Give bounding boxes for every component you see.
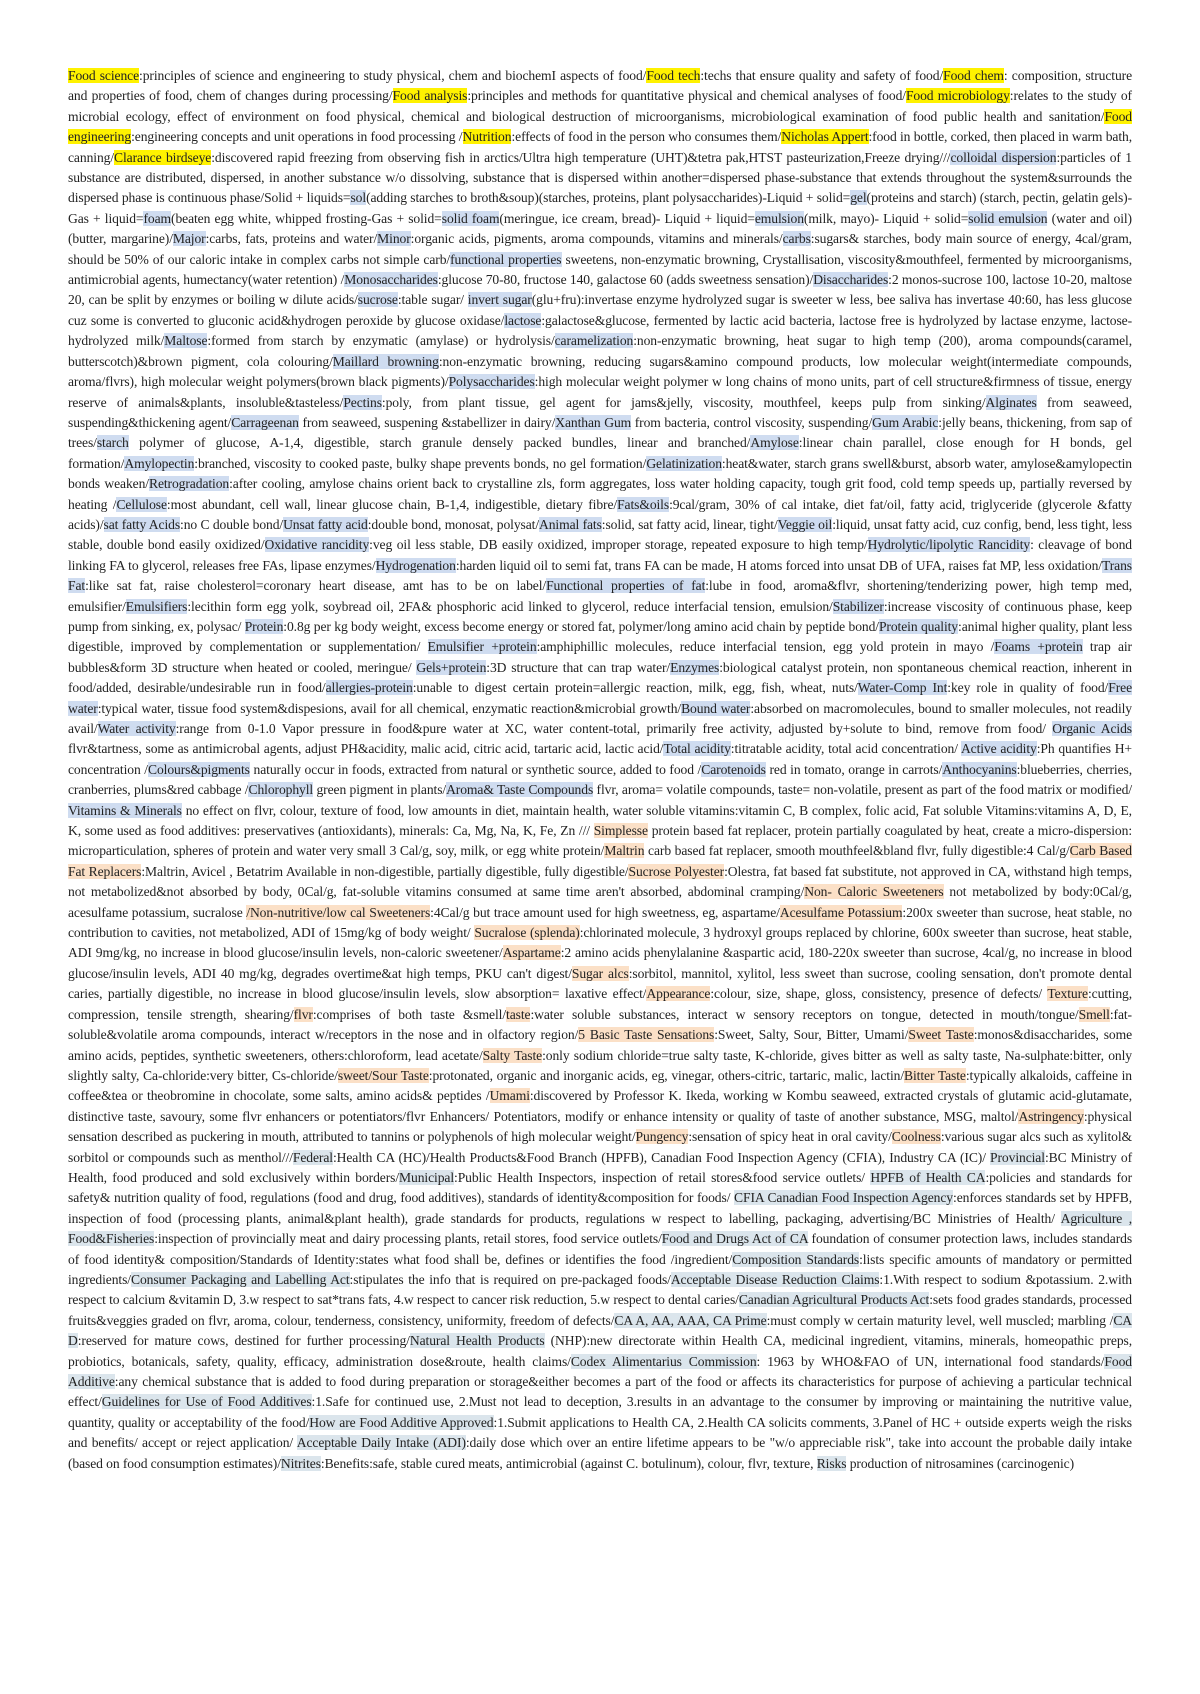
note-text: :200x sweeter than sucrose, heat stable, no contribution to cavities, not metabolized, ADI of 15mg/kg of body weight/ <box>68 904 1132 941</box>
highlighted-term: Chlorophyll <box>248 782 314 798</box>
highlighted-term: Amylopectin <box>124 455 195 471</box>
note-text: :only sodium chloride=true salty taste, K-chloride, gives bitter as well as salty taste, Na-sulphate:bitter, only slightly salty, Ca-chloride:very bitter, Cs-chloride/ <box>68 1047 1132 1083</box>
highlighted-term: lactose <box>504 312 542 328</box>
note-text: (meringue, ice cream, bread)- Liquid + liquid= <box>499 210 755 226</box>
note-text: :lists specific amounts of mandatory or permitted ingredients/ <box>68 1251 1133 1287</box>
note-text: :titratable acidity, total acid concentration/ <box>730 741 961 757</box>
highlighted-term: Emulsifiers <box>125 598 188 614</box>
note-text: :0.8g per kg body weight, excess become energy or stored fat, polymer/long amino acid chain by peptide bond/ <box>283 618 879 634</box>
note-text: :principles and methods for quantitative physical and chemical analyses of food/ <box>467 88 906 104</box>
note-text: :BC Ministry of Health, food produced and sold exclusively within borders/ <box>68 1149 1132 1185</box>
highlighted-term: Consumer Packaging and Labelling Act <box>130 1271 350 1287</box>
highlighted-term: CFIA Canadian Food Inspection Agency <box>734 1190 954 1206</box>
highlighted-term: Carrageenan <box>231 414 299 430</box>
note-text: (glu+fru):invertase enzyme hydrolyzed sugar is sweeter w less, bee saliva has invertase 40:60, has less glucose cuz some is converted to gluconic acid&hydrogen peroxide by glucose oxidase/ <box>68 292 1132 328</box>
note-text: :particles of 1 substance are distributed, dispersed, in another substance w/o dissolving, substance that is dispersed within another=dispersed phase-substance that extends throughout the system&surrounds the dispersed phase is continuous phase/Solid + liquids= <box>68 149 1132 206</box>
note-text: :any chemical substance that is added to food during preparation or storage&either becomes a part of the food or affects its characteristics for purpose of achieving a particular technical effect/ <box>68 1374 1132 1410</box>
note-text: :cutting, compression, tensile strength, shearing/ <box>68 986 1133 1022</box>
highlighted-term: Disaccharides <box>813 272 889 288</box>
note-text: :after cooling, amylose chains orient back to crystalline zls, form aggregates, loss water holding capacity, tough grit food, cold temp speeds up, partially reversed by heating / <box>68 476 1132 512</box>
note-text: :sorbitol, mannitol, xylitol, less sweet than sucrose, cooling sensation, don't promote dental caries, partially digestible, no increase in blood glucose/insulin levels, slow absorption= laxative effect/ <box>68 965 1132 1002</box>
note-text: :various sugar alcs such as xylitol& sorbitol or compounds such as menthol/// <box>68 1129 1133 1165</box>
highlighted-term: Agriculture , Food&Fisheries <box>68 1210 1132 1247</box>
highlighted-term: Food Additive <box>68 1353 1132 1389</box>
highlighted-term: sucrose <box>357 292 398 308</box>
highlighted-term: Natural Health Products <box>409 1333 545 1349</box>
highlighted-term: Food chem <box>943 68 1004 83</box>
highlighted-term: Texture <box>1047 986 1088 1002</box>
note-text: polymer of glucose, A-1,4, digestible, starch granule densely packed bundles, linear and branched/ <box>128 435 751 451</box>
note-text: :discovered by Professor K. Ikeda, working w Kombu seaweed, extracted crystals of glutamic acid-glutamate, distinctive taste, savoury, some flvr enhancers or potentiators/flvr Enhancers/ Potentiators, modify or enhance intensity or quality of taste of another substance, MSG, maltol/ <box>68 1088 1132 1124</box>
note-text: :principles of science and engineering to study physical, chem and biochemI aspects of food/ <box>139 68 647 83</box>
highlighted-term: Canadian Agricultural Products Act <box>738 1292 930 1308</box>
highlighted-term: caramelization <box>554 333 634 349</box>
study-notes-text <box>68 66 1132 1474</box>
highlighted-term: Hydrolytic/lipolytic Rancidity <box>867 537 1031 553</box>
highlighted-term: carbs <box>782 231 811 247</box>
highlighted-term: Municipal <box>399 1169 455 1185</box>
note-text: : composition, structure and properties of food, chem of changes during processing/ <box>68 68 1133 104</box>
note-text: :organic acids, pigments, aroma compounds, vitamins and minerals/ <box>410 231 783 247</box>
note-text: :no C double bond/ <box>180 516 284 532</box>
highlighted-term: /Non-nutritive/low cal Sweeteners <box>246 904 431 920</box>
note-text: :liquid, unsat fatty acid, cuz config, bend, less tight, less stable, double bond easily oxidized/ <box>68 516 1133 553</box>
highlighted-term: Xanthan Gum <box>555 414 632 430</box>
highlighted-term: Guidelines for Use of Food Additives <box>101 1394 312 1410</box>
highlighted-term: Active acidity <box>960 741 1037 757</box>
note-text: :most abundant, cell wall, linear glucose chain, B-1,4, indigestible, dietary fibre/ <box>166 496 618 512</box>
highlighted-term: Nitrites <box>280 1455 321 1471</box>
note-text: :stipulates the info that is required on pre-packaged foods/ <box>349 1271 671 1287</box>
note-text: protein based fat replacer, protein partially coagulated by heat, create a micro-dispersion: microparticulation, spheres of protein and water very small 3 Cal/g, soy, milk, or egg white protein/ <box>68 823 1132 859</box>
highlighted-term: foam <box>143 210 172 226</box>
note-text: :harden liquid oil to semi fat, trans FA can be made, H atoms forced into unsat DB of UFA, raises fat MP, less oxidation/ <box>455 557 1103 573</box>
highlighted-term: Water-Comp Int <box>857 680 948 696</box>
note-text: :Public Health Inspectors, inspection of retail stores&food service outlets/ <box>454 1169 871 1185</box>
highlighted-term: Food microbiology <box>905 88 1010 104</box>
note-text: :food in bottle, corked, then placed in warm bath, canning/ <box>68 129 1133 165</box>
highlighted-term: Astringency <box>1018 1108 1084 1124</box>
highlighted-term: Risks <box>816 1455 847 1471</box>
note-text: :veg oil less stable, DB easily oxidized, improper storage, repeated exposure to high temp/ <box>369 537 868 553</box>
highlighted-term: Free water <box>68 680 1133 716</box>
note-text: :Ph quantifies H+ concentration / <box>68 741 1132 777</box>
note-text: from seaweed, suspening &stabellizer in dairy/ <box>298 414 556 430</box>
note-text: :Benefits:safe, stable cured meats, antimicrobial (against C. botulinum), colour, flvr, texture, <box>320 1455 817 1471</box>
highlighted-term: Aspartame <box>502 945 561 961</box>
note-text: carb based fat replacer, smooth mouthfeel&bland flvr, fully digestible:4 Cal/g/ <box>644 843 1070 859</box>
highlighted-term: 5 Basic Taste Sensations <box>578 1027 715 1043</box>
note-text: :1.With respect to sodium &potassium. 2.with respect to calcium &vitamin D, 3.w respect to sat*trans fats, 4.w respect to cancer risk reduction, 5.w respect to dental caries/ <box>68 1271 1132 1308</box>
highlighted-term: taste <box>506 1006 531 1022</box>
note-text: :4Cal/g but trace amount used for high sweetness, eg, aspartame/ <box>430 904 780 920</box>
note-text: (NHP):new directorate within Health CA, medicinal ingredient, vitamins, minerals, homeopathic preps, probiotics, botanicals, safety, quality, efficacy, administration dose&route, health claims/ <box>68 1333 1133 1369</box>
highlighted-term: Appearance <box>646 986 711 1002</box>
highlighted-term: Acceptable Daily Intake (ADI) <box>296 1435 466 1451</box>
highlighted-term: Polysaccharides <box>448 374 535 390</box>
highlighted-term: Monosaccharides <box>344 272 438 288</box>
note-text: :poly, from plant tissue, gel agent for jams&jelly, viscosity, mouthfeel, keeps pulp from sinking/ <box>381 394 986 410</box>
note-text: (water and oil)(butter, margarine)/ <box>68 210 1132 247</box>
highlighted-term: Acceptable Disease Reduction Claims <box>670 1271 880 1287</box>
note-text: :non-enzymatic browning, heat sugar to high temp (200), aroma compounds(caramel, butterscotch)&brown pigment, cola colouring/ <box>68 333 1132 369</box>
note-text: :Olestra, fat based fat substitute, not approved in CA, withstand high temps, not metabolized&not absorbed by body, 0Cal/g, fat-soluble vitamins consumed at same time aren't absorbed, abdominal cramping/ <box>68 863 1132 900</box>
highlighted-term: Vitamins & Minerals <box>68 802 182 818</box>
note-text: :typical water, tissue food system&dispesions, avail for all chemical, enzymatic reaction&microbial growth/ <box>97 700 682 716</box>
note-text: :lecithin form egg yolk, soybread oil, 2FA& phosphoric acid linked to glycerol, reduce interfacial tension, emulsion/ <box>187 598 833 614</box>
highlighted-term: functional properties <box>450 251 562 267</box>
highlighted-term: CA D <box>68 1312 1132 1349</box>
highlighted-term: Maltose <box>164 333 208 349</box>
note-text: flvr, aroma= volatile compounds, taste= non-volatile, present as part of the food matrix or modified/ <box>593 782 1133 798</box>
highlighted-term: allergies-protein <box>325 680 413 696</box>
highlighted-term: Acesulfame Potassium <box>779 904 903 920</box>
highlighted-term: Gels+protein <box>416 659 487 675</box>
highlighted-term: Maltrin <box>604 843 645 859</box>
highlighted-term: Provincial <box>990 1149 1045 1165</box>
highlighted-term: Hydrogenation <box>375 557 456 573</box>
highlighted-term: Pectins <box>343 394 382 410</box>
note-text: :chlorinated molecule, 3 hydroxyl groups replaced by chlorine, 600x sweeter than sucrose, heat stable, ADI 9mg/kg, no increase in blood glucose/insulin levels, non-caloric sweetener/ <box>68 925 1132 961</box>
highlighted-term: invert sugar <box>467 292 532 308</box>
note-text: :colour, size, shape, gloss, consistency, presence of defects/ <box>710 986 1048 1002</box>
note-text: :biological catalyst protein, non spontaneous chemical reaction, inherent in food/added, desirable/undesirable run in food/ <box>68 659 1133 696</box>
note-text: :discovered rapid freezing from observing fish in arctics/Ultra high temperature (UHT)&tetra pak,HTST pasteurization,Freeze drying/// <box>211 149 951 165</box>
highlighted-term: Veggie oil <box>777 516 833 532</box>
note-text: green pigment in plants/ <box>313 782 447 798</box>
highlighted-term: Composition Standards <box>732 1251 860 1267</box>
note-text: :branched, viscosity to cooked paste, bulky shape prevents bonds, no gel formation/ <box>194 455 647 471</box>
highlighted-term: Food and Drugs Act of CA <box>661 1231 808 1247</box>
note-text: :enforces standards set by HPFB, inspection of food (processing plants, animal&plant health), grade standards for products, regulations w respect to labelling, packaging, advertising/BC Ministries of Health/ <box>68 1190 1133 1226</box>
highlighted-term: Stabilizer <box>832 598 884 614</box>
highlighted-term: starch <box>96 435 129 451</box>
note-text: :amphiphillic molecules, reduce interfacial tension, egg yold protein in mayo / <box>536 639 995 655</box>
highlighted-term: Gum Arabic <box>872 414 939 430</box>
highlighted-term: Anthocyanins <box>942 761 1017 777</box>
note-text: :Health CA (HC)/Health Products&Food Branch (HPFB), Canadian Food Inspection Agency (CFIA), Industry CA (IC)/ <box>332 1149 991 1165</box>
highlighted-term: Amylose <box>750 435 799 451</box>
highlighted-term: Trans Fat <box>68 557 1132 594</box>
note-text: no effect on flvr, colour, texture of food, low amounts in diet, maintain health, water soluble vitamins:vitamin C, B complex, folic acid, Fat soluble Vitamins:vitamins A, D, E, K, some used as food additives: preservatives (antioxidants), minerals: Ca, Mg, Na, K, Fe, Zn /// <box>68 802 1132 839</box>
note-text: (milk, mayo)- Liquid + solid= <box>803 210 969 226</box>
highlighted-term: Federal <box>292 1149 333 1165</box>
note-text: naturally occur in foods, extracted from natural or synthetic source, added to food / <box>249 761 702 777</box>
note-text: :unable to digest certain protein=allergic reaction, milk, egg, fish, wheat, nuts/ <box>412 680 858 696</box>
note-text: not metabolized by body:0Cal/g, acesulfame potassium, sucralose <box>68 884 1132 920</box>
highlighted-term: flvr <box>293 1006 313 1022</box>
highlighted-term: sol <box>350 190 367 206</box>
highlighted-term: Aroma& Taste Compounds <box>446 782 594 798</box>
highlighted-term: Retrogradation <box>148 476 230 492</box>
note-text: :Maltrin, Avicel , Betatrim Available in non-digestible, partially digestible, fully digestible/ <box>141 863 629 879</box>
note-text: :range from 0-1.0 Vapor pressure in food&pure water at XC, water content-total, primarily free activity, adjusted by+solute to bind, remove from food/ <box>175 721 1053 736</box>
note-text: :9cal/gram, 30% of cal intake, diet fat/oil, fatty acid, triglyceride (glycerole &fatty acids)/ <box>68 496 1132 532</box>
note-text: from seaweed, suspending&thickening agent/ <box>68 394 1132 430</box>
note-text: :galactose&glucose, fermented by lactic acid bacteria, lactose free is hydrolyzed by lactase enzyme, lactose-hydrolyzed milk/ <box>68 312 1132 349</box>
highlighted-term: Emulsifier +protein <box>427 639 537 655</box>
highlighted-term: How are Food Additive Approved <box>309 1414 494 1430</box>
note-text: :table sugar/ <box>397 292 468 308</box>
note-text: :animal higher quality, plant less digestible, improved by complementation or supplementation/ <box>68 618 1133 655</box>
highlighted-term: Enzymes <box>670 659 720 675</box>
note-text: :techs that ensure quality and safety of food/ <box>700 68 944 83</box>
highlighted-term: sat fatty Acids <box>103 516 181 532</box>
highlighted-term: Food science <box>68 68 140 83</box>
highlighted-term: Minor <box>377 231 411 247</box>
note-text: :2 amino acids phenylalanine &aspartic acid, 180-220x sweeter than sucrose, 4cal/g, no increase in blood glucose/insulin levels, ADI 40 mg/kg, degrades overtime&at high temps, PKU can't digest/ <box>68 945 1132 981</box>
highlighted-term: solid emulsion <box>968 210 1048 226</box>
highlighted-term: Sucralose (splenda) <box>474 925 580 941</box>
highlighted-term: Foams +protein <box>994 639 1083 655</box>
note-text: :daily dose which over an entire lifetime appears to be "w/o appreciable risk", take into account the probable daily intake (based on food consumption estimates)/ <box>68 1435 1132 1471</box>
note-text: :non-enzymatic browning, reducing sugars&amino compound products, low molecular weight(intermediate compounds, aroma/flvrs), high molecular weight polymers(brown black pigments)/ <box>68 353 1132 390</box>
note-text: :typically alkaloids, caffeine in coffee&tea or theobromine in chocolate, some salts, amino acids& peptides / <box>68 1067 1132 1104</box>
highlighted-term: Fats&oils <box>617 496 670 512</box>
note-text: : cleavage of bond linking FA to glycerol, releases free FAs, lipase enzymes/ <box>68 537 1132 573</box>
note-text: :must comply w certain maturity level, well muscled; marbling / <box>766 1312 1114 1328</box>
note-text: :effects of food in the person who consumes them/ <box>511 129 782 145</box>
note-text: :policies and standards for safety& nutrition quality of food, regulations (food and drug, food additives), standards of identity&composition for foods/ <box>68 1169 1132 1206</box>
highlighted-term: Carb Based Fat Replacers <box>68 843 1133 879</box>
note-text: :formed from starch by enzymatic (amylase) or hydrolysis/ <box>207 333 555 349</box>
highlighted-term: solid foam <box>441 210 500 226</box>
highlighted-term: Major <box>172 231 206 247</box>
note-text: :increase viscosity of continuous phase, keep pump from sinking, ex, polysac/ <box>68 598 1133 634</box>
highlighted-term: Animal fats <box>539 516 602 532</box>
note-text: red in tomato, orange in carrots/ <box>765 761 943 777</box>
highlighted-term: Colours&pigments <box>148 761 250 777</box>
note-text: : 1963 by WHO&FAO of UN, international food standards/ <box>756 1353 1105 1369</box>
highlighted-term: Nicholas Appert <box>781 129 869 145</box>
note-text: (adding starches to broth&soup)(starches, proteins, plant polysaccharides)-Liquid + solid= <box>366 190 851 206</box>
note-text: :sets food grades standards, processed fruits&veggies graded on flvr, aroma, colour, tenderness, consistency, uniformity, freedom of defects/ <box>68 1292 1133 1328</box>
highlighted-term: Food engineering <box>68 108 1132 145</box>
note-text: :monos&disaccharides, some amino acids, peptides, synthetic sweeteners, others:chloroform, lead acetate/ <box>68 1027 1133 1063</box>
highlighted-term: gel <box>850 190 867 206</box>
highlighted-term: sweet/Sour Taste <box>337 1067 429 1083</box>
note-text: :like sat fat, raise cholesterol=coronary heart disease, amt has to be on label/ <box>85 578 547 594</box>
note-text: :sugars& starches, body main source of energy, 4cal/gram, should be 50% of our caloric intake in complex carbs not simple carb/ <box>68 231 1132 267</box>
note-text: sweetens, non-enzymatic browning, Crystallisation, viscosity&mouthfeel, fermented by microorganisms, antimicrobial agents, humectancy(water retention) / <box>68 251 1133 288</box>
highlighted-term: Cellulose <box>116 496 167 512</box>
note-text: :water soluble substances, interact w sensory receptors on tongue, detected in mouth/tongue/ <box>530 1006 1079 1022</box>
highlighted-term: Functional properties of fat <box>546 578 706 594</box>
highlighted-term: Unsat fatty acid <box>283 516 368 532</box>
note-text: :Sweet, Salty, Sour, Bitter, Umami/ <box>714 1027 909 1043</box>
note-text: :1.Safe for continued use, 2.Must not lead to deception, 3.results in an advantage to the consumer by improving or maintaining the nutritive value, quantity, quality or acceptability of the food/ <box>68 1394 1132 1430</box>
highlighted-term: colloidal dispersion <box>950 149 1057 165</box>
highlighted-term: Simplesse <box>593 823 648 839</box>
highlighted-term: Alginates <box>985 394 1037 410</box>
note-text: :glucose 70-80, fructose 140, galactose 60 (adds sweetness sensation)/ <box>437 272 814 288</box>
highlighted-term: Sucrose Polyester <box>628 863 725 879</box>
note-text: flvr&tartness, some as antimicrobal agents, adjust PH&acidity, malic acid, citric acid, tartaric acid, lactic acid/ <box>68 741 664 757</box>
highlighted-term: Sugar alcs <box>571 965 629 981</box>
highlighted-term: Salty Taste <box>482 1047 543 1063</box>
note-text: production of nitrosamines (carcinogenic) <box>846 1455 1075 1471</box>
highlighted-term: Protein <box>244 618 284 634</box>
note-text: (beaten egg white, whipped frosting-Gas + solid= <box>171 210 442 226</box>
note-text: :physical sensation described as puckering in mouth, attributed to tannins or polyphenols of high molecular weight/ <box>68 1108 1132 1145</box>
highlighted-term: Oxidative rancidity <box>264 537 370 553</box>
highlighted-term: Non- Caloric Sweeteners <box>804 884 944 900</box>
highlighted-term: Bitter Taste <box>904 1067 966 1083</box>
highlighted-term: Nutrition <box>462 129 512 145</box>
note-text: :absorbed on macromolecules, bound to smaller molecules, not readily avail/ <box>68 700 1132 736</box>
note-text: :blueberries, cherries, cranberries, plums&red cabbage / <box>68 761 1132 798</box>
note-text: :protonated, organic and inorganic acids, eg, vinegar, others-citric, tartaric, malic, lactin/ <box>428 1067 905 1083</box>
note-text: :carbs, fats, proteins and water/ <box>205 231 378 247</box>
highlighted-term: Smell <box>1078 1006 1110 1022</box>
highlighted-term: Pungency <box>635 1129 689 1145</box>
note-text: :sensation of spicy heat in oral cavity/ <box>688 1129 892 1145</box>
highlighted-term: Coolness <box>891 1129 941 1145</box>
highlighted-term: Bound water <box>681 700 751 716</box>
highlighted-term: Total acidity <box>663 741 731 757</box>
note-text: from bacteria, control viscosity, suspending/ <box>631 414 873 430</box>
highlighted-term: Food tech <box>646 68 701 83</box>
highlighted-term: Water activity <box>97 721 176 736</box>
note-text: :2 monos-sucrose 100, lactose 10-20, maltose 20, can be split by enzymes or boiling w dilute acids/ <box>68 272 1132 308</box>
highlighted-term: Gelatinization <box>646 455 722 471</box>
highlighted-term: Sweet Taste <box>908 1027 974 1043</box>
note-text: :inspection of provincially meat and dairy processing plants, retail stores, food service outlets/ <box>154 1231 662 1247</box>
note-text: :linear chain parallel, close enough for H bonds, gel formation/ <box>68 435 1132 471</box>
note-text: :key role in quality of food/ <box>947 680 1109 696</box>
note-text: :1.Submit applications to Health CA, 2.Health CA solicits comments, 3.Panel of HC + outside experts weigh the risks and benefits/ accept or reject application/ <box>68 1414 1132 1451</box>
note-text: foundation of consumer protection laws, includes standards of food identity& composition/Standards of Identity:states what food shall be, defines or identifies the food /ingredient/ <box>68 1231 1133 1267</box>
note-text: :fat-soluble&volatile aroma compounds, interact w/receptors in the nose and in olfactory region/ <box>68 1006 1132 1043</box>
highlighted-term: Codex Alimentarius Commission <box>570 1353 757 1369</box>
note-text: :comprises of both taste &smell/ <box>312 1006 507 1022</box>
note-text: :jelly beans, thickening, from sap of trees/ <box>68 414 1133 451</box>
note-text: :double bond, monosat, polysat/ <box>367 516 539 532</box>
note-text: :high molecular weight polymer w long chains of mono units, part of cell structure&firmness of tissue, energy reserve of animals&plants, insoluble&tasteless/ <box>68 374 1132 410</box>
note-text: (proteins and starch) (starch, pectin, gelatin gels)- Gas + liquid= <box>68 190 1132 226</box>
note-text: :lube in food, aroma&flvr, shortening/tenderizing power, high temp med, emulsifier/ <box>68 578 1132 614</box>
note-text: :reserved for mature cows, destined for further processing/ <box>77 1333 410 1349</box>
note-text: :3D structure that can trap water/ <box>486 659 671 675</box>
highlighted-term: Protein quality <box>878 618 959 634</box>
highlighted-term: CA A, AA, AAA, CA Prime <box>614 1312 767 1328</box>
note-text: trap air bubbles&form 3D structure when heated or cooled, meringue/ <box>68 639 1132 675</box>
note-text: :engineering concepts and unit operations in food processing / <box>131 129 463 145</box>
note-text: :heat&water, starch grans swell&burst, absorb water, amylose&amylopectin bonds weaken/ <box>68 455 1132 492</box>
highlighted-term: Maillard browning <box>332 353 439 369</box>
note-text: :solid, sat fatty acid, linear, tight/ <box>601 516 778 532</box>
highlighted-term: Food analysis <box>392 88 468 104</box>
highlighted-term: Clarance birdseye <box>114 149 212 165</box>
highlighted-term: Carotenoids <box>701 761 766 777</box>
highlighted-term: Organic Acids <box>1052 721 1132 736</box>
highlighted-term: HPFB of Health CA <box>870 1169 986 1185</box>
highlighted-term: Umami <box>489 1088 530 1104</box>
note-text: :relates to the study of microbial ecology, effect of environment on food physical, chemical and biological destruction of microorganisms, microbiological examination of food public health and sanitation/ <box>68 88 1132 124</box>
highlighted-term: emulsion <box>754 210 804 226</box>
